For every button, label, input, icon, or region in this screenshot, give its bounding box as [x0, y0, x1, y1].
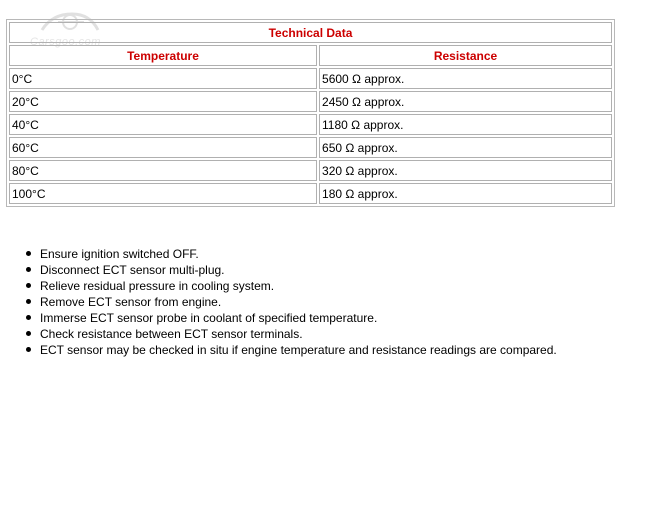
bullet-icon — [26, 299, 31, 304]
table-row — [9, 183, 612, 204]
table-row — [9, 68, 612, 89]
list-item — [40, 262, 557, 278]
bullet-icon — [26, 283, 31, 288]
technical-data-table — [6, 19, 615, 207]
table-row — [9, 91, 612, 112]
watermark-text: Carsgoo.com — [30, 36, 101, 48]
resistance-cell: 5600 Ω approx. — [319, 68, 612, 89]
step-text: Ensure ignition switched OFF. — [40, 247, 199, 261]
step-text: Immerse ECT sensor probe in coolant of specified temperature. — [40, 311, 378, 325]
resistance-cell: 1180 Ω approx. — [319, 114, 612, 135]
list-item — [40, 246, 557, 262]
bullet-icon — [26, 315, 31, 320]
bullet-icon — [26, 331, 31, 336]
column-header-resistance: Resistance — [319, 45, 612, 66]
temperature-cell: 100°C — [9, 183, 317, 204]
temperature-cell: 60°C — [9, 137, 317, 158]
resistance-cell: 2450 Ω approx. — [319, 91, 612, 112]
list-item — [40, 310, 557, 326]
step-text: Relieve residual pressure in cooling system. — [40, 279, 275, 293]
resistance-cell: 320 Ω approx. — [319, 160, 612, 181]
list-item — [40, 278, 557, 294]
procedure-steps-list — [0, 246, 557, 358]
bullet-icon — [26, 347, 31, 352]
table-title: Technical Data — [9, 22, 612, 43]
step-text: Disconnect ECT sensor multi-plug. — [40, 263, 225, 277]
resistance-cell: 650 Ω approx. — [319, 137, 612, 158]
temperature-cell: 80°C — [9, 160, 317, 181]
table-row — [9, 114, 612, 135]
resistance-cell: 180 Ω approx. — [319, 183, 612, 204]
table-row — [9, 137, 612, 158]
step-text: Check resistance between ECT sensor terminals. — [40, 327, 303, 341]
list-item — [40, 326, 557, 342]
bullet-icon — [26, 251, 31, 256]
table-row — [9, 160, 612, 181]
table-title-row — [9, 22, 612, 43]
temperature-cell: 0°C — [9, 68, 317, 89]
column-header-temperature: Temperature — [9, 45, 317, 66]
step-text: ECT sensor may be checked in situ if engine temperature and resistance readings are compared. — [40, 343, 557, 357]
step-text: Remove ECT sensor from engine. — [40, 295, 222, 309]
table-header-row — [9, 45, 612, 66]
list-item — [40, 294, 557, 310]
list-item — [40, 342, 557, 358]
temperature-cell: 40°C — [9, 114, 317, 135]
temperature-cell: 20°C — [9, 91, 317, 112]
bullet-icon — [26, 267, 31, 272]
